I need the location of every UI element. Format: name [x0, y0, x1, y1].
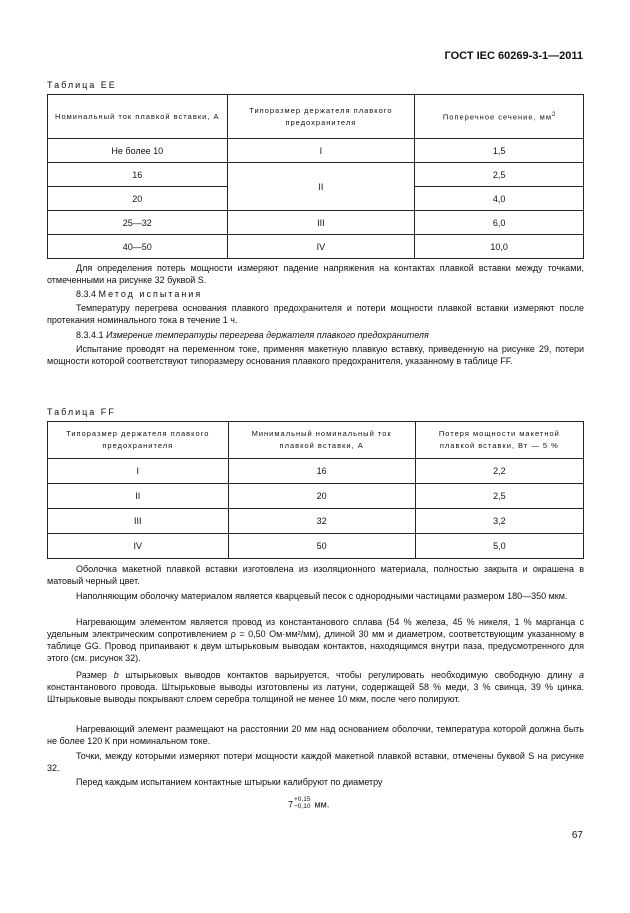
- table-cell: I: [48, 459, 229, 484]
- section-title: Измерение температуры перегрева держателя плавкого предохранителя: [106, 330, 429, 340]
- superscript: 2: [552, 112, 556, 119]
- table-cell: 2,2: [415, 459, 583, 484]
- table-cell: 6,0: [415, 211, 584, 235]
- table-row: [48, 484, 584, 509]
- table-row: [48, 139, 584, 163]
- table-ee: [47, 94, 584, 259]
- section-heading-8-3-4: [47, 288, 584, 300]
- table-row: [48, 211, 584, 235]
- table-row: [48, 163, 584, 187]
- header-text: Поперечное сечение, мм: [442, 112, 552, 122]
- paragraph: [47, 669, 584, 705]
- table-cell: 32: [228, 509, 415, 534]
- paragraph: Испытание проводят на переменном токе, применяя макетную плавкую вставку, приведенную на рисунке 29, потери мощности которой соответствуют типоразмеру основания плавкого предохранителя, указанному в таблице FF.: [47, 344, 584, 366]
- table-cell: 16: [48, 163, 228, 187]
- table-cell: 16: [228, 459, 415, 484]
- table-cell: 10,0: [415, 235, 584, 259]
- table-header-cell: Типоразмер держателя плавкого предохранителя: [48, 422, 229, 459]
- paragraph: Точки, между которыми измеряют потери мощности каждой макетной плавкой вставки, отмечены буквой S на рисунке 32.: [47, 751, 584, 773]
- table-cell: 2,5: [415, 484, 583, 509]
- table-cell: II: [48, 484, 229, 509]
- table-ff: [47, 421, 584, 559]
- table-cell: 50: [228, 534, 415, 559]
- table-cell: III: [227, 211, 415, 235]
- table-ff-caption: Таблица FF: [47, 407, 116, 417]
- table-header-cell: Потеря мощности макетной плавкой вставки, Вт — 5 %: [415, 422, 583, 459]
- paragraph: Перед каждым испытанием контактные штырьки калибруют по диаметру: [76, 777, 383, 787]
- text-run: штырьковых выводов контактов варьируется, чтобы регулировать необходимую свободную длину: [125, 670, 573, 680]
- table-cell: 4,0: [415, 187, 584, 211]
- table-header-row: [48, 422, 584, 459]
- table-header-cell: [415, 95, 584, 139]
- variable-b: b: [113, 670, 119, 680]
- table-cell: 3,2: [415, 509, 583, 534]
- table-cell: III: [48, 509, 229, 534]
- text-run: константанового провода. Штырьковые выводы изготовлены из латуни, содержащей 58 % меди, 3 % свинца, 39 % цинка. Штырьковые выводы покрывают слоем серебра толщиной не менее 10 мкм, после чего полируют.: [47, 682, 584, 704]
- table-cell: IV: [227, 235, 415, 259]
- section-heading-8-3-4-1: [47, 329, 584, 341]
- paragraph: Температуру перегрева основания плавкого предохранителя и потери мощности плавкой вставки измеряют после протекания номинального тока в течение 1 ч.: [47, 303, 584, 325]
- table-cell: 2,5: [415, 163, 584, 187]
- table-row: [48, 534, 584, 559]
- table-cell: 20: [48, 187, 228, 211]
- table-cell: 25—32: [48, 211, 228, 235]
- table-cell: I: [227, 139, 415, 163]
- paragraph: Нагревающий элемент размещают на расстоянии 20 мм над основанием оболочки, температура которой должна быть не более 120 К при номинальном токе.: [47, 724, 584, 746]
- text-run: Размер: [76, 670, 107, 680]
- tolerance-upper: +0,15: [294, 796, 311, 803]
- paragraph: Оболочка макетной плавкой вставки изготовлена из изоляционного материала, полностью закрыта и окрашена в матовый черный цвет.: [47, 564, 584, 586]
- page-number: 67: [571, 830, 583, 841]
- table-header-cell: Типоразмер держателя плавкого предохранителя: [227, 95, 415, 139]
- table-header-cell: Минимальный номинальный ток плавкой вставки, А: [228, 422, 415, 459]
- table-cell: 20: [228, 484, 415, 509]
- tolerance: [294, 796, 310, 810]
- table-cell: Не более 10: [48, 139, 228, 163]
- paragraph: Наполняющим оболочку материалом является кварцевый песок с однородными частицами размером 180—350 мкм.: [76, 591, 568, 601]
- paragraph: Для определения потерь мощности измеряют падение напряжения на контактах плавкой вставки между точками, отмеченными на рисунке 32 буквой S.: [47, 263, 584, 285]
- paragraph: Нагревающим элементом является провод из константанового сплава (54 % железа, 45 % никеля, 1 % марганца с удельным электрическим сопротивлением ρ = 0,50 Ом·мм²/мм), длиной 30 мм и диаметром, соответствующим указанному в таблице GG. Провод припаивают к двум штырьковым выводам контактов, находящимся внутри паза, предусмотренного для этого (см. рисунок 32).: [47, 617, 584, 663]
- table-header-cell: Номинальный ток плавкой вставки, А: [48, 95, 228, 139]
- formula-unit: мм.: [314, 799, 330, 810]
- table-cell: 1,5: [415, 139, 584, 163]
- table-cell: 5,0: [415, 534, 583, 559]
- table-row: [48, 235, 584, 259]
- table-cell: IV: [48, 534, 229, 559]
- table-ee-caption: Таблица EE: [47, 80, 117, 90]
- table-header-row: [48, 95, 584, 139]
- table-cell-merged: II: [227, 163, 415, 211]
- variable-a: а: [578, 670, 584, 680]
- section-title: Метод испытания: [98, 289, 203, 299]
- formula-base: 7: [288, 799, 294, 810]
- document-standard-header: ГОСТ IEC 60269-3-1—2011: [444, 50, 583, 62]
- tolerance-lower: −0,10: [294, 803, 311, 810]
- section-number: 8.3.4.1: [76, 330, 104, 340]
- diameter-formula: [288, 798, 329, 812]
- section-number: 8.3.4: [76, 289, 97, 299]
- table-cell: 40—50: [48, 235, 228, 259]
- table-row: [48, 509, 584, 534]
- table-row: [48, 459, 584, 484]
